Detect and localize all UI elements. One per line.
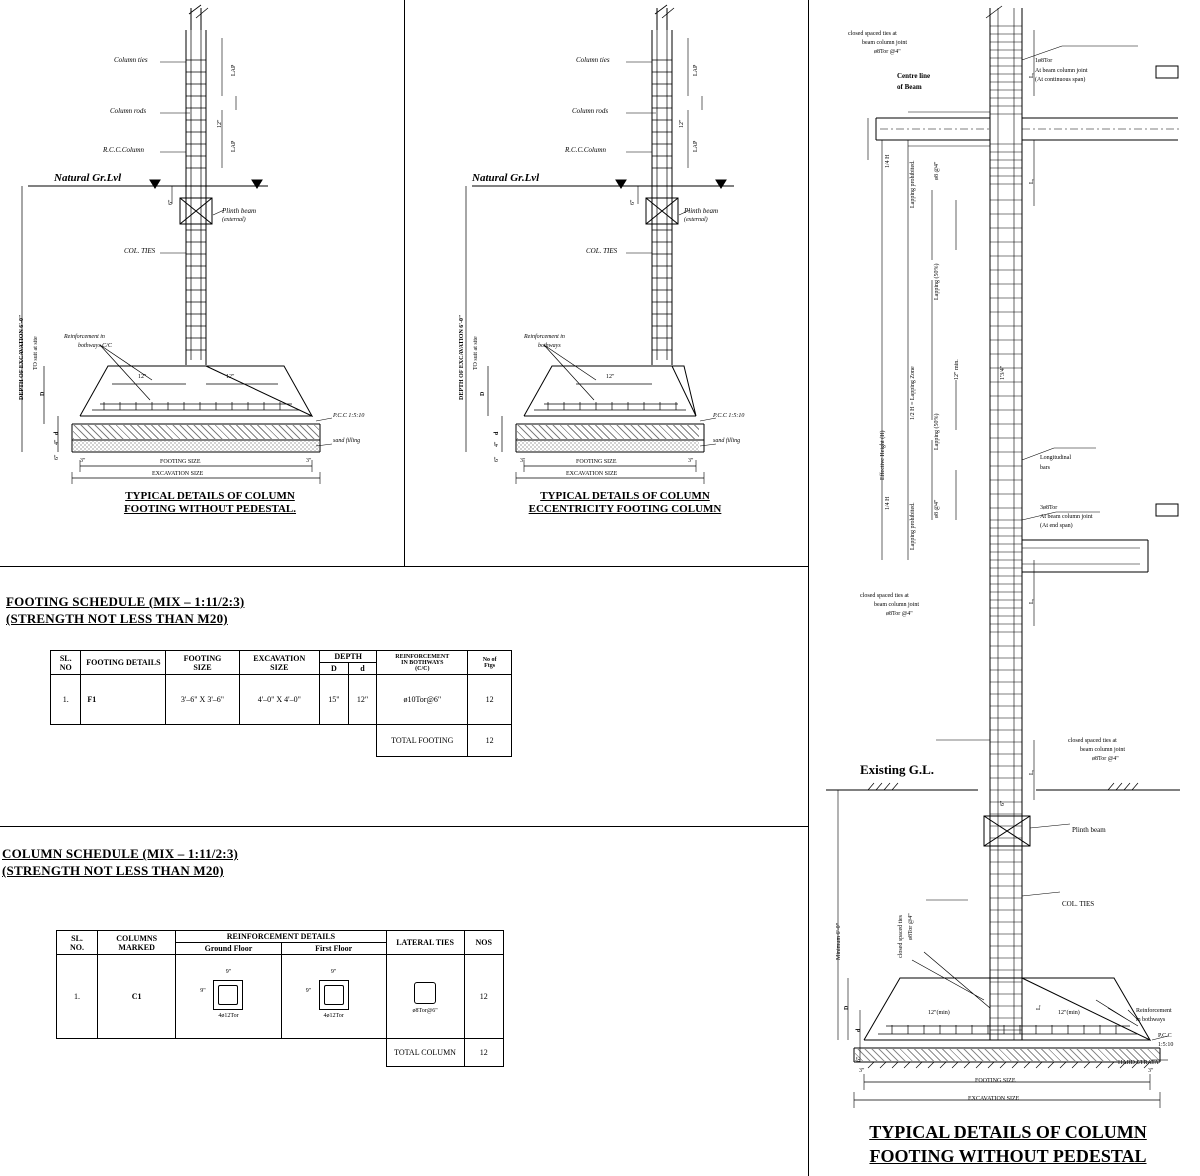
r-lapping50-a: Lapping (50%) [934,263,940,300]
header-reinforcement-line1: REINFORCEMENT [395,653,450,660]
label2-depth-d: d [494,431,500,435]
r-six-inch: 6" [1000,800,1006,806]
label-lap-dim-12: 12" [217,119,223,128]
panel1-title-line1: TYPICAL DETAILS OF COLUMN [125,490,295,502]
header-reinforcement-line2: IN BOTHWAYS [401,659,444,666]
label2-pcc: P.C.C 1:5:10 [713,413,745,419]
cell-sl-no: 1. [51,675,81,725]
label2-depth-excavation: DEPTH OF EXCAVATION 6'-0" [459,314,465,400]
r-tie-top: ø8 @4" [934,161,940,180]
r-tor3: 3ø8Tor [1040,505,1058,511]
header-footing-size-line2: SIZE [193,662,212,672]
cell-total-value: 12 [468,725,512,757]
r-longitudinal-1: Longitudinal [1040,455,1071,461]
r-twelve-min-left: 12"(min) [1058,1010,1080,1016]
label2-sand-filling: sand filling [713,438,741,444]
r-ld-2: Lₑ [1036,1004,1042,1010]
col-table-row [57,955,504,1039]
r-minimum: Minimum 6'-0" [836,922,842,960]
r-col-ties: COL. TIES [1062,900,1095,908]
r-footing-size: FOOTING SIZE [975,1078,1016,1084]
r-tor1: 1ø8Tor [1035,58,1053,64]
label-plinth-beam: Plinth beam [222,207,257,215]
col-cell-ties-text: ø8Tor@6" [412,1007,438,1014]
panel2-title-line1: TYPICAL DETAILS OF COLUMN [540,490,710,502]
label-six-inch: 6" [54,454,60,460]
r-one-three-quarter: 1'3/4" [1000,365,1006,380]
label-pcc: P.C.C 1:5:10 [333,413,365,419]
label-three-inch-left: 3" [80,458,86,464]
r-three-inch-left: 3" [859,1068,865,1074]
col-table-total-row [57,1039,504,1067]
label2-column-rods: Column rods [572,107,609,115]
label2-to-suit-site: TO suit at site [473,336,479,370]
panel2-title-line2: ECCENTRICITY FOOTING COLUMN [528,503,722,515]
r-longitudinal-2: bars [1040,465,1050,471]
col-cell-first-floor [281,955,386,1039]
header-depth: DEPTH [320,651,377,663]
col-cell-ff-bars: 4ø12Tor [323,1012,344,1019]
r-depth-D: D [844,1005,850,1010]
col-header-row-1 [57,931,504,943]
label2-column-ties: Column ties [576,56,610,64]
header-excavation-size [239,651,320,675]
footing-schedule-title-1: FOOTING SCHEDULE (MIX – 1:11/2:3) [6,594,245,609]
r-quarter-h-top: 1/4 H [885,154,891,168]
label-reinforcement-bothways-1: Reinforcement in [64,334,105,340]
label-bar-12-right: 12" [226,374,235,380]
col-header-columns-marked-line2: MARKED [118,942,155,952]
r-tor3c: (At end span) [1040,523,1073,529]
r-reinf-bothways-2: in bothways [1136,1017,1166,1023]
r-closed-ties-low-1: closed spaced ties at [1068,738,1117,744]
footing-pcc-hatch-2 [517,425,699,439]
label-depth-D: D [40,391,46,396]
r-closed-ties-top-1: closed spaced ties at [848,31,897,37]
r-quarter-h-bot: 1/4 H [885,496,891,510]
col-header-sl-no [57,931,98,955]
column-schedule-table [56,930,504,1067]
r-ld-tick-3: Lₑ [1029,598,1035,604]
cell-nos: 12 [468,675,512,725]
r-closed-ties-mid-2: beam column joint [874,602,919,608]
r-tie-bot: ø8 @4" [934,499,940,518]
col-header-ground-floor: Ground Floor [176,943,281,955]
label-natural-gr-lvl: Natural Gr.Lvl [54,172,122,184]
cell-footing-details: F1 [81,675,166,725]
header-nos-line2: Ftgs [484,662,496,669]
header-depth-d: d [348,663,377,675]
label-reinforcement-bothways-2: bothways C/C [78,343,112,349]
r-tor1c: (At continuous span) [1035,77,1086,83]
panel3-title-line2: FOOTING WITHOUT PEDESTAL [869,1146,1147,1166]
label2-plinth-beam: Plinth beam [684,207,719,215]
label-column-ties: Column ties [114,56,148,64]
header-footing-size-line1: FOOTING [183,653,222,663]
r-depth-d: d [856,1028,862,1032]
r-six-inch-2: 6" [856,1056,862,1062]
col-header-columns-marked-line1: COLUMNS [116,933,158,943]
cell-reinforcement: ø10Tor@6" [377,675,468,725]
label2-excavation-size: EXCAVATION SIZE [566,471,618,477]
cell-excavation-size: 4'–0" X 4'–0" [239,675,320,725]
col-cell-total-value: 12 [464,1039,503,1067]
r-closed-ties-top-3: ø8Tor @4" [874,49,901,55]
divider-horizontal-2 [0,826,808,827]
footing-schedule-table [50,650,512,757]
label2-lap-dim-12: 12" [679,119,685,128]
col-cell-ff-width: 9" [330,968,337,975]
col-cell-gf-width: 9" [225,968,232,975]
label-col-ties: COL. TIES [124,247,156,255]
cell-total-label: TOTAL FOOTING [377,725,468,757]
r-reinf-bothways-1: Reinforcement [1136,1008,1172,1014]
label-depth-excavation: DEPTH OF EXCAVATION 6'-0" [19,314,25,400]
header-reinforcement [377,651,468,675]
label2-footing-size: FOOTING SIZE [576,459,617,465]
col-cell-gf-bars: 4ø12Tor [218,1012,239,1019]
label-plinth-beam-sub: (external) [222,217,246,223]
r-lapping-prohibited-top: Lapping prohibited. [910,160,916,208]
label-column-rods: Column rods [110,107,147,115]
col-header-reinforcement-details: REINFORCEMENT DETAILS [176,931,386,943]
table-total-row [51,725,512,757]
r-half-h: 1/2 H = Lapping Zone [910,366,916,420]
r-effective-height: Effective Height (H) [880,430,886,480]
col-cell-lateral-ties [386,955,464,1039]
label-bar-12-left: 12" [138,374,147,380]
label-footing-size: FOOTING SIZE [160,459,201,465]
col-header-columns-marked [98,931,176,955]
divider-horizontal-1 [0,566,808,567]
label-depth-d: d [54,431,60,435]
header-footing-size [166,651,239,675]
r-closed-spaced-ties-2: ø8Tor @4" [908,913,914,940]
header-nos-line1: No of [482,656,497,663]
header-sl-no [51,651,81,675]
col-header-first-floor: First Floor [281,943,386,955]
label-six-inch-plinth: 6" [168,199,174,205]
label2-three-inch-right: 3" [688,458,694,464]
table-header-row [51,651,512,663]
label2-plinth-beam-sub: (external) [684,217,708,223]
label2-lap-1: LAP [693,64,699,76]
header-reinforcement-line3: (C/C) [415,665,430,672]
col-header-nos: NOS [464,931,503,955]
col-cell-nos: 12 [464,955,503,1039]
label2-lap-2: LAP [693,140,699,152]
cell-footing-size: 3'–6" X 3'–6" [166,675,239,725]
header-sl-no-line2: NO [59,662,72,672]
r-ld-1: Lₑ [1029,72,1035,78]
label2-reinforcement-bothways-2: bothways [538,343,561,349]
panel3-title-line1: TYPICAL DETAILS OF COLUMN [869,1122,1147,1142]
r-pcc-2: 1:5:10 [1158,1042,1174,1048]
r-tor3b: At beam column joint [1040,514,1093,520]
col-header-lateral-ties: LATERAL TIES [386,931,464,955]
r-existing-gl: Existing G.L. [860,762,935,777]
column-schedule-title-2: (STRENGTH NOT LESS THAN M20) [2,863,224,878]
col-header-sl-no-line2: NO. [70,942,85,952]
col-cell-marked: C1 [98,955,176,1039]
r-closed-spaced-ties-1: closed spaced ties [898,915,904,958]
col-cell-ground-floor [176,955,281,1039]
sand-fill-2 [517,441,699,451]
label-three-inch-right: 3" [306,458,312,464]
label2-three-inch-left: 3" [520,458,526,464]
cell-depth-d: 12" [348,675,377,725]
column-schedule-title-1: COLUMN SCHEDULE (MIX – 1:11/2:3) [2,846,239,861]
r-lapping-prohibited-bot: Lapping prohibited. [910,502,916,550]
r-plinth-beam: Plinth beam [1072,826,1106,834]
r-ld-tick-4: Lₑ [1029,769,1035,775]
r-tor1b: At beam column joint [1035,68,1088,74]
r-ld-tick-2: Lₑ [1029,178,1035,184]
r-lapping50-b: Lapping (50%) [934,413,940,450]
r-closed-ties-mid-3: ø8Tor @4" [886,611,913,617]
label-to-suit-site: TO suit at site [33,336,39,370]
label2-four-inch: 4" [494,441,500,447]
r-pcc-1: P.C.C [1158,1033,1172,1039]
label2-bar-12: 12" [606,374,615,380]
label2-six-inch: 6" [494,456,500,462]
table-row [51,675,512,725]
label2-depth-D: D [480,391,486,396]
panel1-title-line2: FOOTING WITHOUT PEDESTAL. [123,503,297,515]
r-centre-line-1: Centre line [897,72,931,80]
header-nos [468,651,512,675]
header-sl-no-line1: SL. [59,653,72,663]
footing-pcc-hatch-3 [855,1049,1160,1061]
r-hard-strata: HARD STRATA [1118,1060,1159,1066]
header-footing-details: FOOTING DETAILS [81,651,166,675]
cell-depth-D: 15" [320,675,349,725]
header-excavation-size-line2: SIZE [270,662,289,672]
footing-schedule-title-2: (STRENGTH NOT LESS THAN M20) [6,611,228,626]
col-cell-total-label: TOTAL COLUMN [386,1039,464,1067]
label-four-inch: 4" [54,439,60,445]
sand-fill [73,441,319,451]
header-excavation-size-line1: EXCAVATION [253,653,306,663]
header-depth-D: D [320,663,349,675]
label-excavation-size: EXCAVATION SIZE [152,471,204,477]
label-lap-1: LAP [231,64,237,76]
label-lap-2: LAP [231,140,237,152]
label-sand-filling: sand filling [333,438,361,444]
r-centre-line-2: of Beam [897,83,922,91]
r-closed-ties-mid-1: closed spaced ties at [860,593,909,599]
label2-reinforcement-bothways-1: Reinforcement in [524,334,565,340]
col-cell-ff-height: 9" [305,987,312,994]
footing-pcc-hatch [73,425,319,439]
label-rcc-column: R.C.C.Column [103,146,145,154]
label2-col-ties: COL. TIES [586,247,618,255]
label2-six-inch-plinth: 6" [630,199,636,205]
label2-natural-gr-lvl: Natural Gr.Lvl [472,172,540,184]
col-cell-sl-no: 1. [57,955,98,1039]
col-header-sl-no-line1: SL. [71,933,83,943]
r-closed-ties-low-3: ø8Tor @4" [1092,756,1119,762]
label2-rcc-column: R.C.C.Column [565,146,607,154]
col-cell-gf-height: 9" [200,987,206,994]
r-twelve-min: 12" min. [954,359,960,380]
r-twelve-min-right: 12"(min) [928,1010,950,1016]
r-closed-ties-top-2: beam column joint [862,40,907,46]
r-three-inch-right: 3" [1148,1068,1154,1074]
r-excavation-size: EXCAVATION SIZE [968,1096,1020,1102]
r-closed-ties-low-2: beam column joint [1080,747,1125,753]
